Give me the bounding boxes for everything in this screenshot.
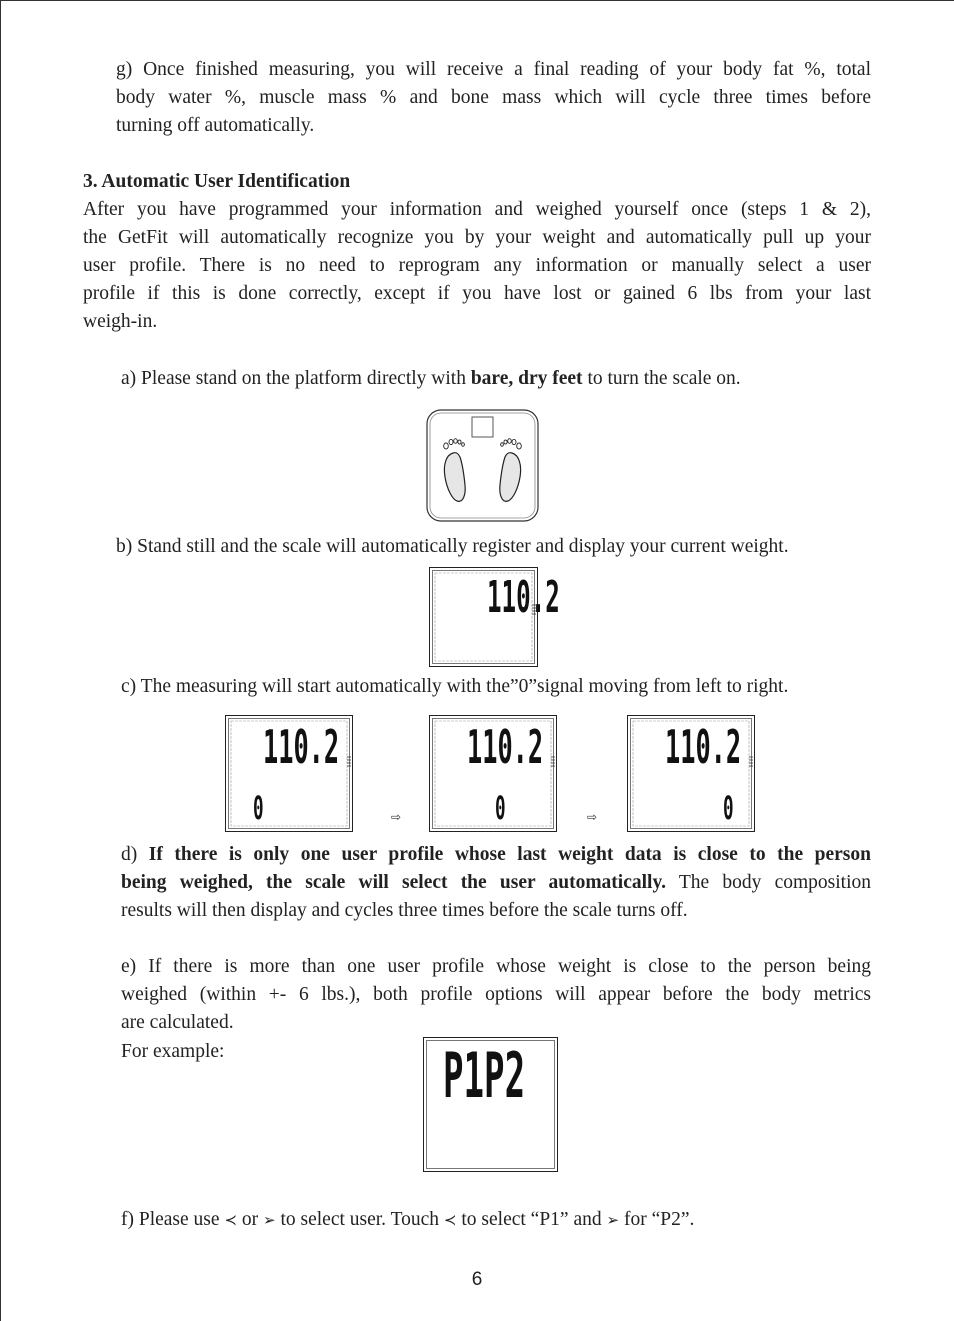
lcd-measuring-display-middle	[429, 715, 557, 832]
step-f-text	[121, 1206, 694, 1234]
step-g-line: turning off automatically.	[116, 115, 315, 136]
step-g-paragraph	[116, 56, 871, 140]
step-f-part: or	[241, 1209, 264, 1230]
page-border-left	[0, 0, 1, 1321]
step-d-prefix: d)	[121, 844, 149, 865]
zero-signal: 0	[253, 790, 264, 828]
section3-line: After you have programmed your information and weighed yourself once (steps 1 & 2),	[83, 199, 871, 220]
step-c-text: c) The measuring will start automatically with the”0”signal moving from left to right.	[121, 676, 789, 697]
weight-reading: 110.2	[665, 720, 742, 775]
section-heading: 3. Automatic User Identification	[83, 171, 351, 192]
step-a-bold: bare, dry feet	[470, 368, 583, 389]
step-f-part: for “P2”.	[623, 1209, 695, 1230]
zero-signal: 0	[723, 790, 734, 828]
page-number: 6	[471, 1269, 483, 1290]
weight-reading: 110.2	[263, 720, 340, 775]
step-d-rest: The body composition	[666, 872, 871, 893]
step-d-line	[121, 841, 871, 869]
section3-line: weigh-in.	[83, 311, 158, 332]
step-d-line: results will then display and cycles three times before the scale turns off.	[121, 900, 688, 921]
left-arrow-icon: ≺	[443, 1211, 457, 1229]
section3-line: profile if this is done correctly, except if you have lost or gained 6 lbs from your last	[83, 283, 871, 304]
section3-line: the GetFit will automatically recognize you by your weight and automatically pull up your	[83, 227, 871, 248]
step-g-line: body water %, muscle mass % and bone mass which will cycle three times before	[116, 87, 871, 108]
lcd-measuring-display-left	[225, 715, 353, 832]
right-arrow-icon: ➢	[606, 1211, 620, 1229]
step-b-text: b) Stand still and the scale will automatically register and display your current weight.	[116, 536, 789, 557]
step-e-paragraph	[121, 953, 871, 1037]
step-e-line: weighed (within +- 6 lbs.), both profile options will appear before the body metrics	[121, 984, 871, 1005]
step-g-line: g) Once finished measuring, you will receive a final reading of your body fat %, total	[116, 59, 871, 80]
step-d-bold: If there is only one user profile whose last weight data is close to the person	[148, 844, 871, 865]
step-a-prefix: a) Please stand on the platform directly with	[121, 368, 471, 389]
step-d-paragraph	[121, 841, 871, 925]
left-arrow-icon: ≺	[224, 1211, 238, 1229]
right-arrow-icon: ➢	[263, 1211, 276, 1229]
lcd-measuring-display-right	[627, 715, 755, 832]
weight-reading: 110.2	[487, 572, 560, 624]
step-a-text	[121, 365, 741, 393]
example-label: For example:	[121, 1041, 225, 1062]
section3-line: user profile. There is no need to reprogram any information or manually select a user	[83, 255, 871, 276]
step-e-line: e) If there is more than one user profile whose weight is close to the person being	[121, 956, 871, 977]
right-arrow-icon: ⇨	[587, 810, 598, 824]
step-f-part: f) Please use	[121, 1209, 225, 1230]
section3-paragraph	[83, 196, 871, 336]
scale-platform-figure	[426, 409, 539, 522]
user-profiles-reading: P1P2	[443, 1039, 526, 1112]
step-d-line	[121, 869, 871, 897]
step-f-part: to select “P1” and	[461, 1209, 607, 1230]
zero-signal: 0	[495, 790, 506, 828]
weight-reading: 110.2	[467, 720, 544, 775]
step-a-suffix: to turn the scale on.	[582, 368, 741, 389]
step-e-line: are calculated.	[121, 1012, 234, 1033]
page-border-top	[0, 0, 954, 1]
lcd-weight-display	[429, 567, 560, 667]
right-arrow-icon: ⇨	[391, 810, 402, 824]
step-f-part: to select user. Touch	[280, 1209, 444, 1230]
lcd-user-select-display	[423, 1037, 558, 1172]
step-d-bold: being weighed, the scale will select the user automatically.	[121, 872, 667, 893]
